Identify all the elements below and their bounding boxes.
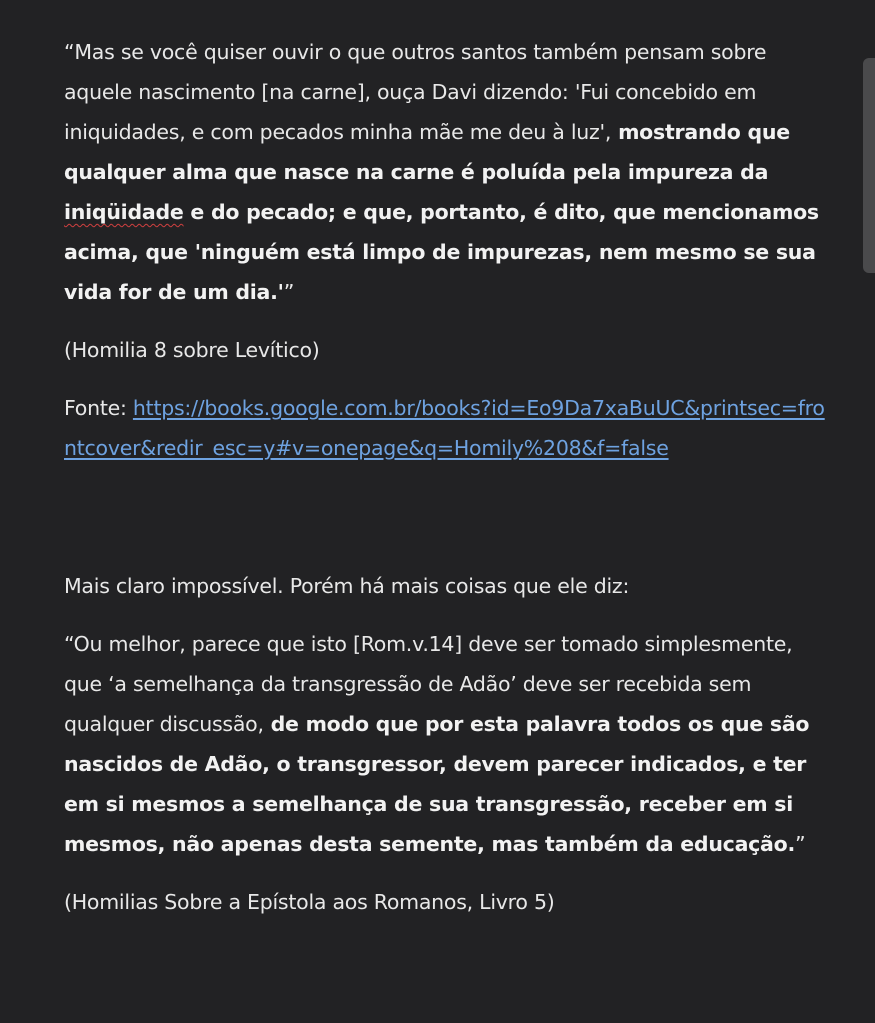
source-label: Fonte: xyxy=(64,396,133,420)
source-link[interactable]: https://books.google.com.br/books?id=Eo9Da7xaBuUC&printsec=frontcover&redir_esc=y#v=onepage&q=Homily%208&f=false xyxy=(64,396,825,460)
quote-plain-text: Mas se você quiser ouvir o que outros santos também pensam sobre aquele nascimento [na carne], ouça Davi dizendo: 'Fui concebido em iniquidades, e com pecados minha mãe me deu à luz', xyxy=(64,40,767,144)
close-quote: ” xyxy=(283,280,295,304)
document-body xyxy=(64,32,834,940)
quote-bold-text: de modo que por esta palavra todos os que são nascidos de Adão, o transgressor, devem parecer indicados, e ter em si mesmos a semelhança de sua transgressão, receber em si mesmos, não apenas desta semente, mas também da educação. xyxy=(64,712,810,856)
citation-romanos: (Homilias Sobre a Epístola aos Romanos, Livro 5) xyxy=(64,890,555,914)
comment-text: Mais claro impossível. Porém há mais coisas que ele diz: xyxy=(64,574,630,598)
quote-bold-text-start: mostrando que qualquer alma que nasce na carne é poluída pela impureza da xyxy=(64,120,790,184)
open-quote: “ xyxy=(64,40,75,64)
close-quote: ” xyxy=(795,832,806,856)
quote-plain-text: “Ou melhor, parece que isto [Rom.v.14] deve ser tomado simplesmente, que ‘a semelhança da transgressão de Adão’ deve ser recebida sem qualquer discussão, xyxy=(64,632,793,736)
quote-origen-levitico xyxy=(64,32,834,312)
blank-space xyxy=(64,486,834,566)
citation-levitico: (Homilia 8 sobre Levítico) xyxy=(64,338,320,362)
scrollbar-thumb[interactable] xyxy=(863,58,875,273)
source-line xyxy=(64,388,834,468)
quote-origen-romanos xyxy=(64,624,834,864)
misspelled-word: iniqüidade xyxy=(64,200,184,224)
quote-bold-text-end: e do pecado; e que, portanto, é dito, que mencionamos acima, que 'ninguém está limpo de impurezas, nem mesmo se sua vida for de um dia.' xyxy=(64,200,819,304)
